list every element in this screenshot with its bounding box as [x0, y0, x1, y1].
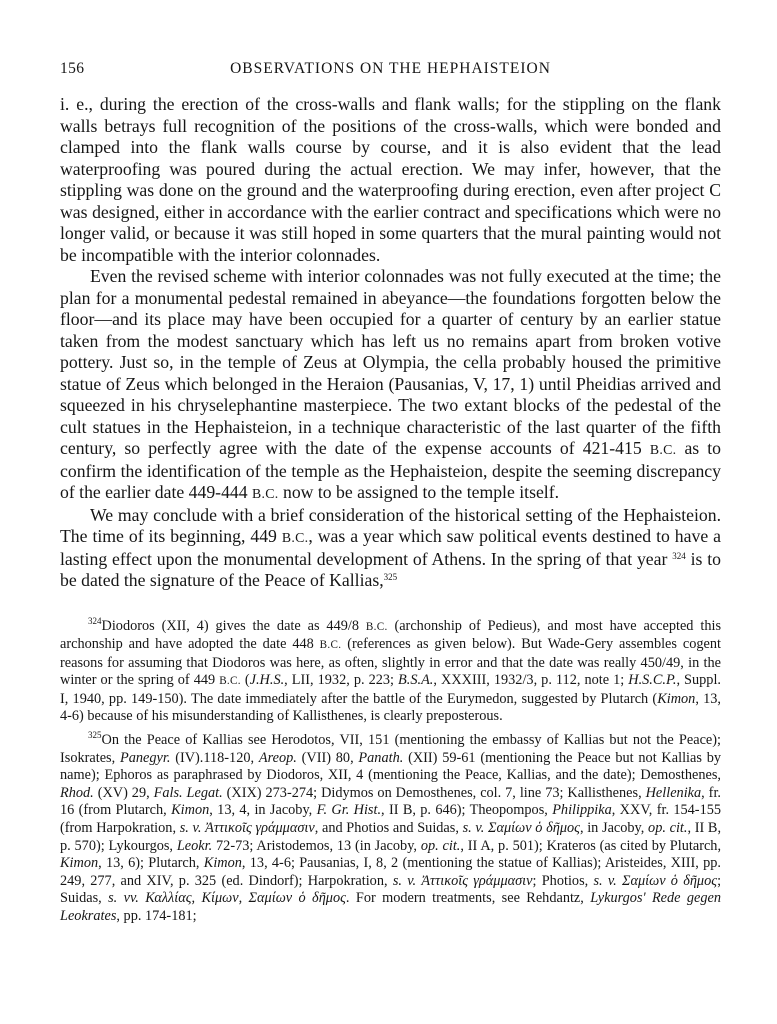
paragraph-2-text-b: as to confirm the identification of the temple as the Hephaisteion, despite the seeming discrepancy of the earlier date 449-444	[60, 438, 722, 502]
citation-work: Philippika	[552, 802, 612, 819]
greek-term: Ἀττικοῖς γράμμασιν	[205, 820, 315, 837]
footnote-text: On the Peace of Kallias see Herodotos, VII, 151 (mentioning the embassy of Kallias but not the Peace); Isokrates,	[60, 732, 721, 766]
footnote-text: , II B, p. 646); Theopompos,	[381, 802, 548, 819]
running-title: OBSERVATIONS ON THE HEPHAISTEION	[230, 60, 551, 77]
footnote-text: (archonship of Pedieus), and most have accepted this archonship and have adopted the date 448	[60, 617, 722, 653]
footnote-text: (XIX) 273-274; Didymos on Demosthenes, col. 7, line 73; Kallisthenes,	[226, 784, 642, 801]
footnote-text: , LII, 1932, p. 223;	[284, 672, 395, 689]
bc-abbrev: B.C.	[319, 639, 342, 652]
citation-work: Kimon	[657, 690, 696, 707]
citation-work: Kimon	[60, 855, 99, 872]
bc-abbrev: B.C.	[365, 620, 388, 633]
footnote-text: (references as given below). But Wade-Gery assembles cogent reasons for assuming that Diodoros was here, as often, slightly in error and that the date was really 450/49, in the winter or the spring of 449	[60, 636, 721, 689]
footnote-text: ; Suidas,	[60, 872, 722, 907]
citation-abbrev: op. cit.	[648, 820, 688, 837]
citation-work: Kimon	[171, 802, 210, 819]
footnote-text: 72-73; Aristodemos, 13 (in Jacoby,	[216, 837, 417, 854]
citation-abbrev: s. v.	[462, 820, 485, 837]
bc-abbrev: B.C.	[219, 675, 241, 688]
citation-work: Rhod.	[60, 784, 94, 801]
footnote-text: , fr. 16 (from Plutarch,	[60, 784, 721, 819]
footnote-text: , pp. 174-181;	[116, 908, 197, 924]
paragraph-1	[60, 94, 721, 266]
citation-abbrev: s. v.	[392, 872, 417, 889]
footnote-text: Diodoros (XII, 4) gives the date as 449/8	[101, 617, 359, 634]
footnotes	[60, 615, 722, 926]
footnote-text: , Suppl. I, 1940, pp. 149-150). The date immediately after the battle of the Eurymedon, suggested by Plutarch (	[60, 672, 722, 707]
footnote-text: , XXV, fr. 154-155 (from Harpokration,	[60, 802, 722, 837]
bc-abbrev: B.C.	[252, 486, 279, 501]
footnote-324	[60, 615, 722, 727]
footnote-text: (VII) 80,	[301, 749, 354, 766]
footnote-text: . For modern treatments, see Rehdantz,	[345, 890, 584, 907]
footnote-text: , in Jacoby,	[579, 820, 645, 837]
footnote-text: , XXXIII, 1932/3, p. 112, note 1;	[433, 672, 625, 689]
citation-journal: B.S.A.	[398, 672, 434, 689]
footnote-ref-325[interactable]: 325	[383, 572, 398, 582]
citation-abbrev: s. v.	[593, 872, 617, 889]
footnote-text: , 13, 4-6; Pausanias, I, 8, 2 (mentioning the statue of Kallias); Aristeides, XIII, pp. 249, 277, and XIV, p. 325 (ed. Dindorf); Harpokration,	[60, 855, 721, 889]
bc-abbrev: B.C.	[649, 442, 677, 457]
page-number: 156	[60, 60, 85, 77]
citation-work: Fals. Legat.	[153, 784, 223, 801]
citation-work: F. Gr. Hist.	[316, 802, 382, 819]
footnote-text: (	[244, 672, 250, 689]
citation-work: Panegyr.	[119, 749, 171, 766]
footnote-text: , II B, p. 570); Lykourgos,	[60, 820, 722, 854]
body-text	[60, 94, 721, 592]
citation-work: Hellenika	[645, 784, 702, 801]
footnote-text: (IV).118-120,	[175, 749, 255, 766]
running-head	[60, 58, 721, 84]
paragraph-3-text-c: is to be dated the signature of the Peace of Kallias,	[60, 548, 722, 590]
paragraph-2-text-a: Even the revised scheme with interior colonnades was not fully executed at the time; the plan for a monumental pedestal remained in abeyance—the foundations forgotten below the floor—and its place may have been occupied for a quarter of century by an earlier statue taken from the modest sanctuary which has left us no remains apart from broken votive pottery. Just so, in the temple of Zeus at Olympia, the cella probably housed the primitive statue of Zeus which belonged in the Heraion (Pausanias, V, 17, 1) until Pheidias arrived and squeezed in his chryselephantine masterpiece. The two extant blocks of the pedestal of the cult statues in the Hephaisteion, in a technique characteristic of the last quarter of the fifth century, so perfectly agree with the date of the expense accounts of 421-415	[60, 266, 721, 458]
paragraph-1-text: i. e., during the erection of the cross-walls and flank walls; for the stippling on the flank walls betrays full recognition of the positions of the cross-walls, which were bonded and clamped into the flank walls course by course, and it is also evident that the lead waterproofing was poured during the actual erection. We may infer, however, that the stippling was done on the ground and the waterproofing during erection, even after project C was designed, either in accordance with the earlier contract and specifications which were no longer valid, or because it was still hoped in some quarters that the mural painting would not be incompatible with the interior colonnades.	[60, 94, 721, 265]
footnote-text: , II A, p. 501); Krateros (as cited by Plutarch,	[460, 837, 722, 854]
citation-work: Lykurgos' Rede gegen Leokrates	[60, 890, 722, 924]
citation-work: Kimon	[203, 855, 242, 872]
citation-journal: H.S.C.P.	[628, 672, 677, 689]
page	[60, 58, 721, 932]
paragraph-3-text-b: , was a year which saw political events destined to have a lasting effect upon the monumental development of Athens. In the spring of that year	[60, 526, 721, 569]
footnote-ref-324[interactable]: 324	[672, 550, 686, 561]
footnote-text: , and Photios and Suidas,	[314, 820, 459, 837]
citation-work: Panath.	[358, 749, 404, 766]
citation-journal: J.H.S.	[249, 672, 285, 689]
footnote-text: , 13, 4-6) because of his misunderstanding of Kallisthenes, is clearly preposterous.	[60, 690, 721, 725]
greek-term: Καλλίας, Κίμων, Σαμίων ὁ δῆμος	[145, 890, 346, 907]
footnote-325	[60, 732, 721, 926]
citation-work: Leokr.	[176, 837, 213, 854]
footnote-number: 325	[88, 730, 102, 741]
footnote-text: ; Photios,	[532, 872, 589, 889]
greek-term: Ἀττικοῖς γράμμασιν	[421, 872, 533, 889]
paragraph-3	[60, 505, 721, 592]
citation-abbrev: s. vv.	[108, 890, 139, 907]
citation-abbrev: s. v.	[179, 820, 202, 837]
citation-abbrev: op. cit.	[420, 837, 461, 854]
paragraph-2	[60, 266, 721, 505]
greek-term: Σαμίων ὁ δῆμος	[621, 872, 718, 889]
paragraph-3-text-a: We may conclude with a brief consideration of the historical setting of the Hephaisteion. The time of its beginning, 449	[60, 504, 721, 546]
footnote-text: , 13, 4, in Jacoby,	[209, 802, 313, 819]
paragraph-2-text-c: now to be assigned to the temple itself.	[282, 482, 560, 502]
greek-term: Σαμίων ὁ δῆμος	[487, 820, 580, 837]
footnote-text: (XV) 29,	[97, 784, 150, 801]
footnote-text: , 13, 6); Plutarch,	[98, 855, 200, 872]
citation-work: Areop.	[258, 749, 297, 766]
bc-abbrev: B.C.	[281, 530, 309, 545]
footnote-text: (XII) 59-61 (mentioning the Peace but not Kallias by name); Ephoros as paraphrased by Diodoros, XII, 4 (mentioning the Peace, Kallias, and the date); Demosthenes,	[60, 749, 722, 784]
footnote-number: 324	[88, 615, 102, 626]
